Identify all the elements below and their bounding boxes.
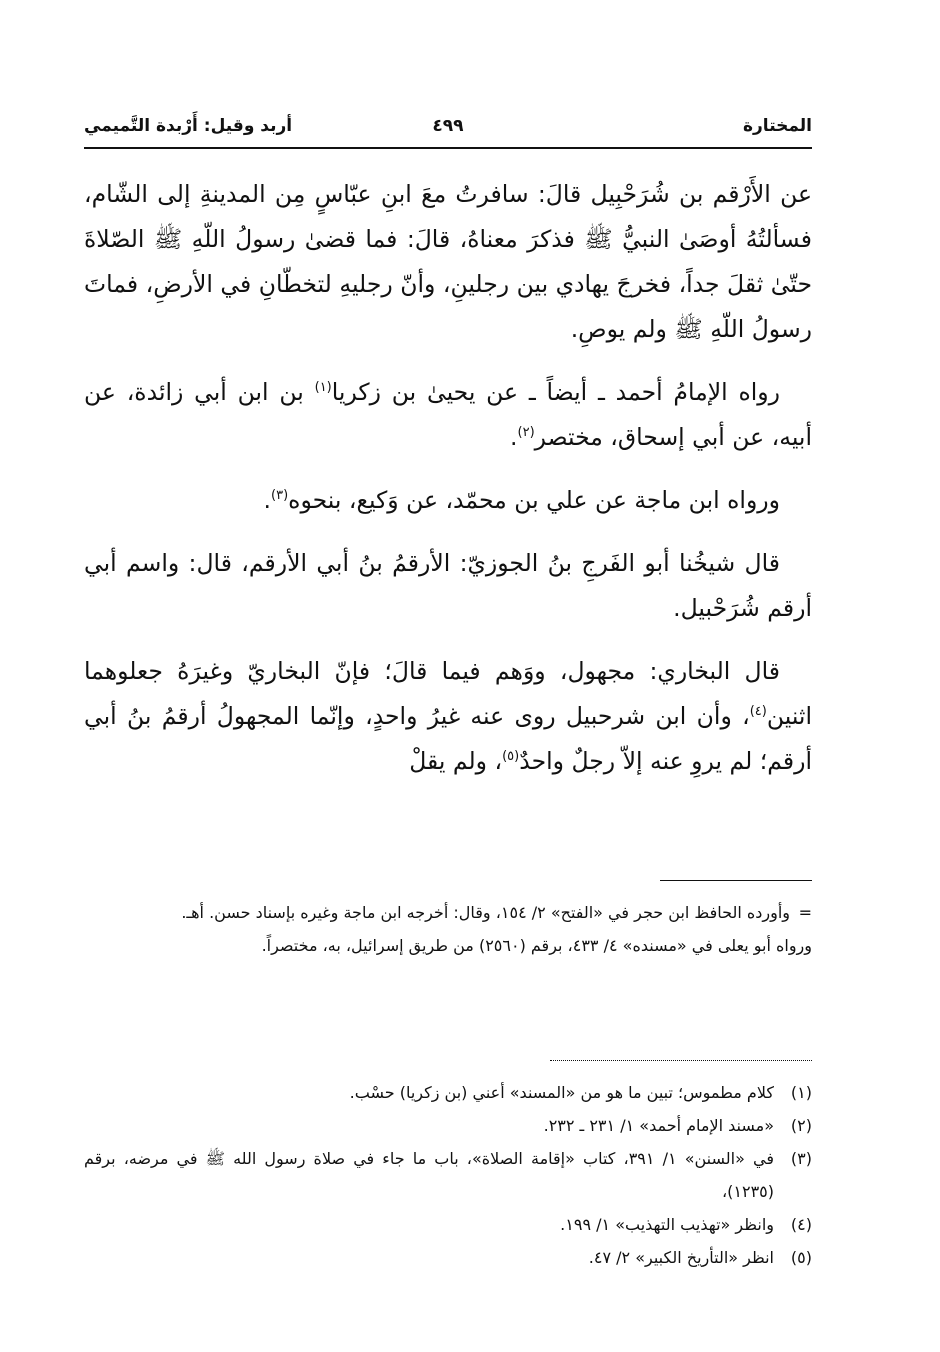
footnote-separator xyxy=(660,880,812,881)
paragraph-2 xyxy=(84,370,812,460)
footnote-number: (١) xyxy=(790,1083,812,1102)
footnote-number: (٥) xyxy=(790,1248,812,1267)
footnote-ref-3[interactable]: (٣) xyxy=(271,488,289,504)
paragraph-3 xyxy=(84,478,812,523)
main-text xyxy=(84,172,812,802)
paragraph-4 xyxy=(84,541,812,631)
running-header xyxy=(84,112,812,148)
footnote-ref-5[interactable]: (٥) xyxy=(502,749,520,765)
footnote-ref-2[interactable]: (٢) xyxy=(517,425,535,441)
footnotes xyxy=(84,1076,812,1274)
paragraph-text-end: . xyxy=(510,423,518,451)
paragraph-text: ورواه ابن ماجة عن علي بن محمّد، عن وَكيع، بنحوه xyxy=(288,486,780,514)
continued-footnote xyxy=(84,896,812,962)
footnote-number: (٢) xyxy=(790,1116,812,1135)
footnote-number: (٤) xyxy=(790,1215,812,1234)
footnote-ref-1[interactable]: (١) xyxy=(314,380,332,396)
paragraph-text: رواه الإمامُ أحمد ـ أيضاً ـ عن يحيىٰ بن زكريا xyxy=(331,378,780,406)
header-rule xyxy=(84,147,812,149)
paragraph-text-cont: بن ابن أبي زائدة، عن أبيه، عن أبي إسحاق، مختصر xyxy=(84,378,812,451)
footnote-5 xyxy=(84,1241,812,1274)
footnote-2 xyxy=(84,1109,812,1142)
entry-title: أربد وقيل: أَرْبدة التَّميمي xyxy=(84,116,293,136)
footnote-number: (٣) xyxy=(790,1149,812,1168)
continuation-marker: = xyxy=(798,903,812,922)
page-number: ٤٩٩ xyxy=(432,116,464,136)
footnote-text: كلام مطموس؛ تبين ما هو من «المسند» أعني (بن زكريا) حسْب. xyxy=(349,1083,774,1102)
footnote-text: وانظر «تهذيب التهذيب» ١/ ١٩٩. xyxy=(560,1215,774,1234)
continued-footnote-line-1: =وأورده الحافظ ابن حجر في «الفتح» ٢/ ١٥٤، وقال: أخرجه ابن ماجة وغيره بإسناد حسن. أهـ. xyxy=(84,896,812,929)
footnote-4 xyxy=(84,1208,812,1241)
footnote-1 xyxy=(84,1076,812,1109)
paragraph-text-cont: . xyxy=(263,486,272,514)
footnote-ref-4[interactable]: (٤) xyxy=(749,704,767,720)
paragraph-text: قال البخاري: مجهول، ووَهم فيما قالَ؛ فإنّ البخاريّ وغيرَهُ جعلوهما اثنين xyxy=(84,657,812,730)
dotted-separator xyxy=(550,1060,812,1061)
paragraph-text-end: ، ولم يقلْ xyxy=(409,747,503,775)
footnote-text: انظر «التأريخ الكبير» ٢/ ٤٧. xyxy=(588,1248,774,1267)
section-title: المختارة xyxy=(742,116,812,136)
footnote-text: «مسند الإمام أحمد» ١/ ٢٣١ ـ ٢٣٢. xyxy=(543,1116,774,1135)
paragraph-text: عن الأَرْقم بن شُرَحْبِيل قالَ: سافرتُ معَ ابنِ عبّاسٍ مِن المدينةِ إلى الشّام، فسألتُهُ أوصَىٰ النبيُّ ﷺ فذكرَ معناهُ، قالَ: فما قضىٰ رسولُ اللّهِ ﷺ الصّلاةَ حتّىٰ ثقلَ جداً، فخرجَ يهادي بين رجلينِ، وأنّ رجليهِ لتخطّانِ في الأرضِ، فماتَ رسولُ اللّهِ ﷺ ولم يوصِ. xyxy=(84,180,812,343)
footnote-text: في «السنن» ١/ ٣٩١، كتاب «إقامة الصلاة»، باب ما جاء في صلاة رسول الله ﷺ في مرضه، برقم (١٢٣٥)، xyxy=(84,1149,774,1201)
paragraph-5 xyxy=(84,649,812,784)
continued-footnote-line-2: ورواه أبو يعلى في «مسنده» ٤/ ٤٣٣، برقم (٢٥٦٠) من طريق إسرائيل، به، مختصراً. xyxy=(261,936,812,955)
paragraph-text: قال شيخُنا أبو الفَرجِ بنُ الجوزيّ: الأرقمُ بنُ أبي الأرقم، قال: واسم أبي أرقم شُرَحْبيل. xyxy=(84,549,812,622)
paragraph-1 xyxy=(84,172,812,352)
paragraph-text-cont: ، وأن ابن شرحبيل روى عنه غيرُ واحدٍ، وإنّما المجهولُ أرقمُ بنُ أبي أرقم؛ لم يروِ عنه إلاّ رجلٌ واحدٌ xyxy=(84,702,812,775)
footnote-3 xyxy=(84,1142,812,1208)
